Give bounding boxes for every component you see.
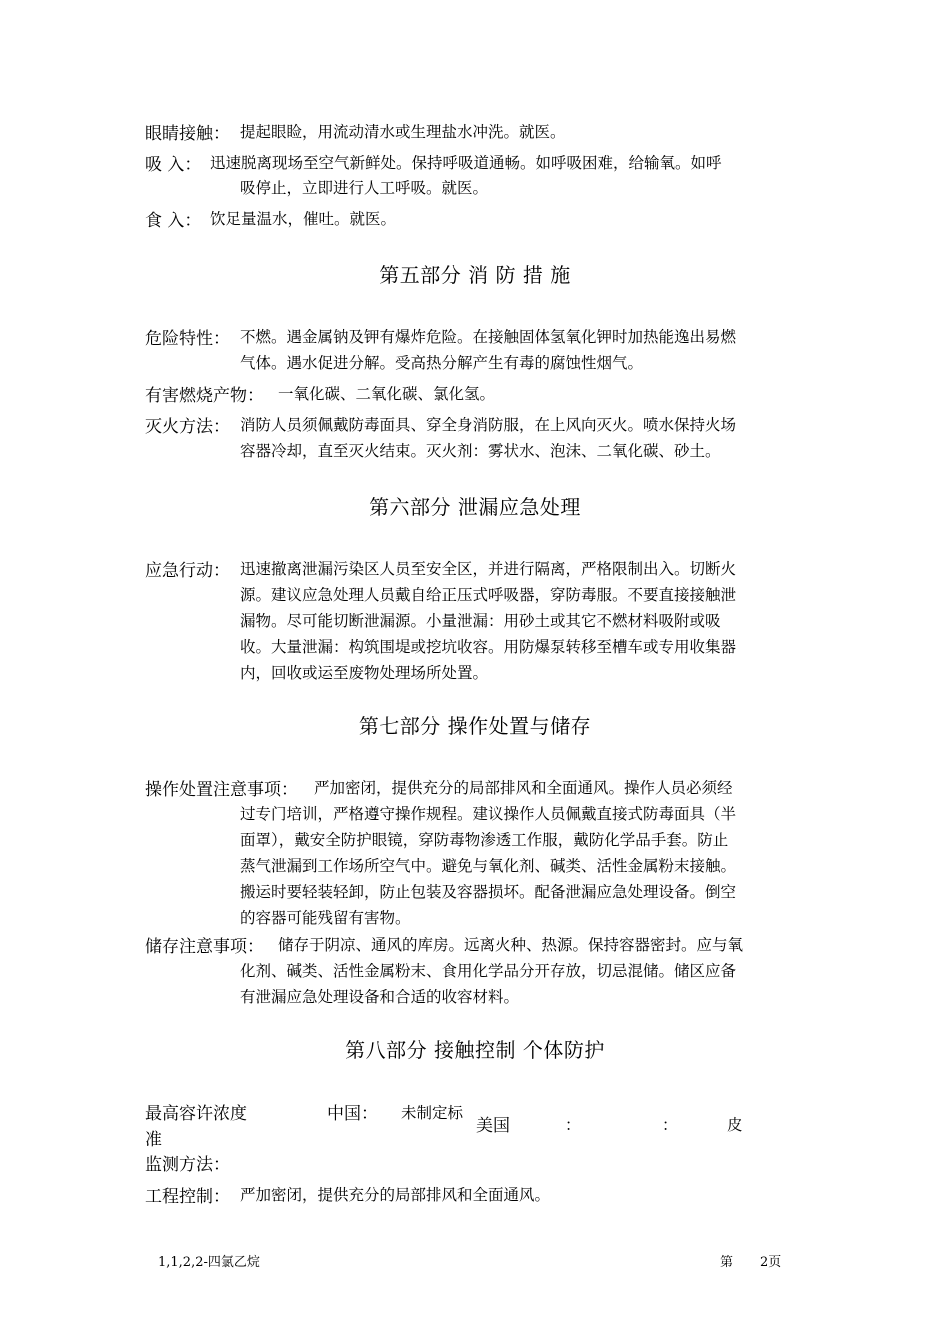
section-heading-part7: 第七部分 操作处置与储存 [358, 714, 592, 738]
emergency-action-line: 漏物。尽可能切断泄漏源。小量泄漏：用砂土或其它不燃材料吸附或吸 [240, 612, 721, 630]
handling-text-line: 过专门培训，严格遵守操作规程。建议操作人员佩戴直接式防毒面具（半 [240, 805, 737, 823]
eye-contact-text: 提起眼睑，用流动清水或生理盐水冲洗。就医。 [240, 123, 566, 141]
storage-text-line: 化剂、碱类、活性金属粉末、食用化学品分开存放，切忌混储。储区应备 [240, 962, 737, 980]
extinguishing-text-line2: 容器冷却，直至灭火结束。灭火剂：雾状水、泡沫、二氧化碳、砂土。 [240, 442, 721, 460]
storage-text-line: 有泄漏应急处理设备和合适的收容材料。 [240, 988, 520, 1006]
footer-page-number: 2页 [760, 1255, 782, 1270]
footer-document-name: 1,1,2,2-四氯乙烷 [158, 1255, 260, 1270]
extinguishing-method-label: 灭火方法： [145, 417, 230, 437]
inhalation-label: 吸 入： [145, 155, 202, 175]
handling-text-line: 蒸气泄漏到工作场所空气中。避免与氧化剂、碱类、活性金属粉末接触。 [240, 857, 737, 875]
inhalation-text-line1: 迅速脱离现场至空气新鲜处。保持呼吸道通畅。如呼吸困难，给输氧。如呼 [210, 154, 722, 172]
extinguishing-text-line1: 消防人员须佩戴防毒面具、穿全身消防服，在上风向灭火。喷水保持火场 [240, 416, 737, 434]
max-allowable-concentration-label-wrap: 准 [145, 1130, 162, 1150]
combustion-products-label: 有害燃烧产物： [145, 386, 264, 406]
handling-text-line1: 严加密闭，提供充分的局部排风和全面通风。操作人员必须经 [314, 779, 733, 797]
handling-text-line: 搬运时要轻装轻卸，防止包装及容器损坏。配备泄漏应急处理设备。倒空 [240, 883, 737, 901]
emergency-action-line: 迅速撤离泄漏污染区人员至安全区，并进行隔离，严格限制出入。切断火 [240, 560, 737, 578]
hazard-text-line1: 不燃。遇金属钠及钾有爆炸危险。在接触固体氢氧化钾时加热能逸出易燃 [240, 328, 737, 346]
inhalation-text-line2: 吸停止，立即进行人工呼吸。就医。 [240, 179, 489, 197]
emergency-action-line: 收。大量泄漏：构筑围堤或挖坑收容。用防爆泵转移至槽车或专用收集器 [240, 638, 737, 656]
handling-text-line: 面罩），戴安全防护眼镜，穿防毒物渗透工作服，戴防化学品手套。防止 [240, 831, 729, 849]
storage-precautions-label: 储存注意事项： [145, 937, 264, 957]
monitoring-method-label: 监测方法： [145, 1155, 230, 1175]
china-label: 中国： [327, 1104, 378, 1124]
emergency-action-label: 应急行动： [145, 561, 230, 581]
engineering-control-label: 工程控制： [145, 1187, 230, 1207]
section-heading-part6: 第六部分 泄漏应急处理 [369, 495, 581, 519]
colon-separator: ： [565, 1116, 581, 1134]
emergency-action-line: 内，回收或运至废物处理场所处置。 [240, 664, 489, 682]
ingestion-text: 饮足量温水，催吐。就医。 [210, 210, 397, 228]
combustion-products-text: 一氧化碳、二氧化碳、氯化氢。 [278, 385, 496, 403]
hazard-text-line2: 气体。遇水促进分解。受高热分解产生有毒的腐蚀性烟气。 [240, 354, 644, 372]
engineering-control-text: 严加密闭，提供充分的局部排风和全面通风。 [240, 1186, 551, 1204]
emergency-action-line: 源。建议应急处理人员戴自给正压式呼吸器，穿防毒服。不要直接接触泄 [240, 586, 737, 604]
skin-text: 皮 [727, 1116, 743, 1134]
china-value: 未制定标 [401, 1104, 464, 1122]
storage-text-line1: 储存于阴凉、通风的库房。远离火种、热源。保持容器密封。应与氧 [278, 936, 744, 954]
footer-page-prefix: 第 [720, 1255, 734, 1270]
handling-precautions-label: 操作处置注意事项： [145, 780, 298, 800]
section-heading-part5: 第五部分 消 防 措 施 [379, 263, 571, 287]
colon-separator: ： [662, 1116, 678, 1134]
ingestion-label: 食 入： [145, 211, 202, 231]
section-heading-part8: 第八部分 接触控制 个体防护 [345, 1038, 605, 1062]
max-allowable-concentration-label: 最高容许浓度 [145, 1104, 247, 1124]
handling-text-line: 的容器可能残留有害物。 [240, 909, 411, 927]
eye-contact-label: 眼睛接触： [145, 124, 230, 144]
hazard-characteristics-label: 危险特性： [145, 329, 230, 349]
usa-label: 美国 [476, 1116, 510, 1136]
